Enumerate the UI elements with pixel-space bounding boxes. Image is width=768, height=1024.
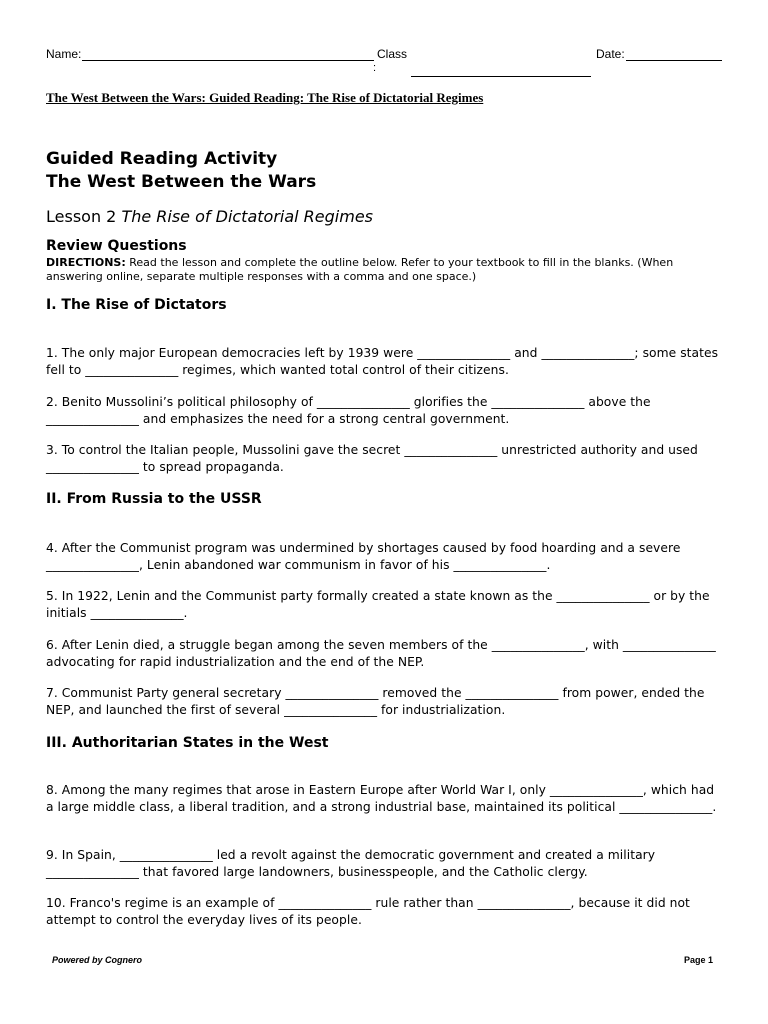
section-heading: II. From Russia to the USSR: [46, 491, 262, 507]
question-item: 3. To control the Italian people, Mussolini gave the secret _______________ unrestricted authority and used _______________ to spread propaganda.: [46, 443, 698, 474]
document-subtitle: The West Between the Wars: Guided Reading: The Rise of Dictatorial Regimes: [46, 90, 484, 105]
class-field[interactable]: [411, 76, 591, 77]
question-item: 8. Among the many regimes that arose in Eastern Europe after World War I, only _______________, which had a large middle class, a liberal tradition, and a strong industrial base, maintained its political _______________.: [46, 783, 717, 814]
page-title-line2: The West Between the Wars: [46, 172, 317, 192]
review-heading: Review Questions: [46, 238, 187, 254]
question-item: 4. After the Communist program was undermined by shortages caused by food hoarding and a severe _______________, Lenin abandoned war communism in favor of his _______________.: [46, 541, 681, 572]
question-item: 5. In 1922, Lenin and the Communist party formally created a state known as the _______________ or by the initials _______________.: [46, 589, 710, 620]
directions-label: DIRECTIONS:: [46, 256, 126, 269]
class-label: Class: [377, 47, 408, 61]
lesson-title: The Rise of Dictatorial Regimes: [121, 207, 374, 226]
date-label: Date:: [596, 47, 625, 61]
question-item: 10. Franco's regime is an example of _______________ rule rather than _______________, because it did not attempt to control the everyday lives of its people.: [46, 896, 690, 927]
question-item: 6. After Lenin died, a struggle began among the seven members of the _______________, with _______________ advocating for rapid industrialization and the end of the NEP.: [46, 638, 716, 669]
question-item: 2. Benito Mussolini’s political philosophy of _______________ glorifies the _______________ above the _______________ and emphasizes the need for a strong central government.: [46, 395, 651, 426]
footer-powered-by: Powered by Cognero: [52, 955, 143, 965]
lesson-prefix: Lesson 2: [46, 207, 122, 226]
page-title-line1: Guided Reading Activity: [46, 149, 278, 169]
footer-page-number: Page 1: [684, 955, 714, 965]
section-heading: III. Authoritarian States in the West: [46, 735, 329, 751]
name-label: Name:: [46, 47, 82, 61]
date-field[interactable]: [626, 60, 722, 61]
class-colon: :: [373, 62, 377, 74]
name-field[interactable]: [82, 60, 374, 61]
directions-text: Read the lesson and complete the outline below. Refer to your textbook to fill in the blanks. (When answering online, separate multiple responses with a comma and one space.): [46, 256, 674, 283]
question-item: 9. In Spain, _______________ led a revolt against the democratic government and created a military _______________ that favored large landowners, businesspeople, and the Catholic clergy.: [46, 848, 656, 879]
question-item: 7. Communist Party general secretary _______________ removed the _______________ from power, ended the NEP, and launched the first of several _______________ for industrialization.: [46, 686, 705, 717]
lesson-heading: [46, 207, 373, 226]
directions: [46, 256, 726, 284]
question-item: 1. The only major European democracies left by 1939 were _______________ and _______________; some states fell to _______________ regimes, which wanted total control of their citizens.: [46, 346, 719, 377]
section-heading: I. The Rise of Dictators: [46, 297, 227, 313]
